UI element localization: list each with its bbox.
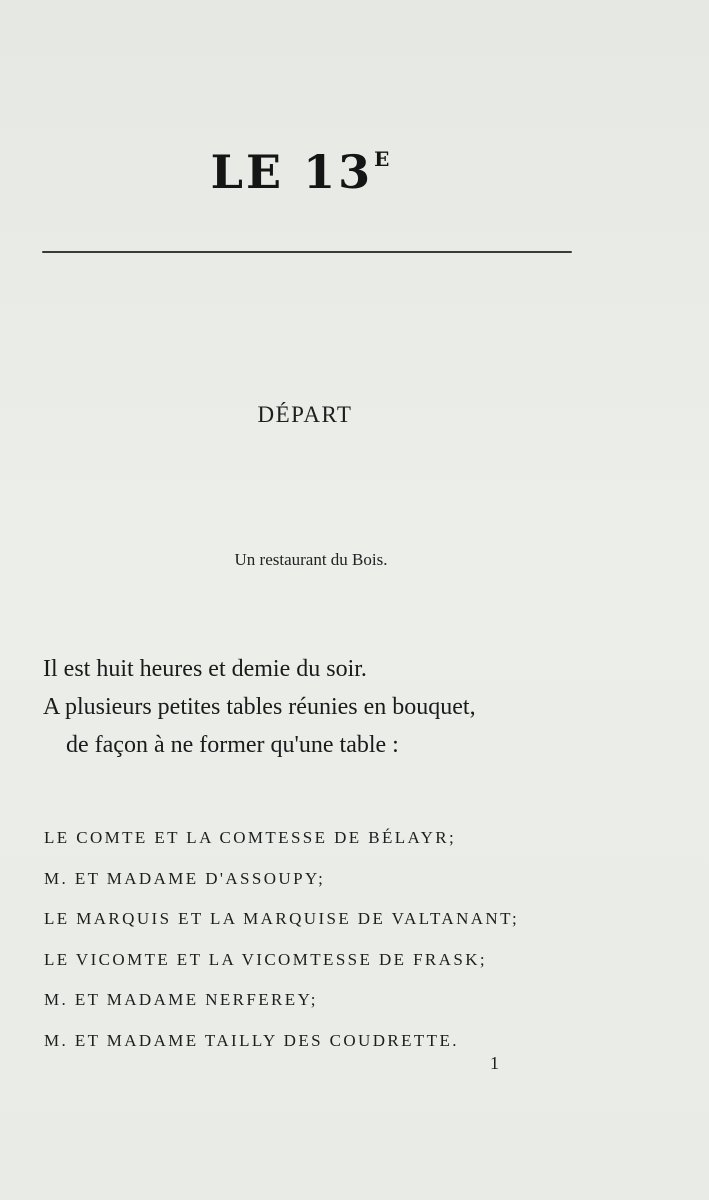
cast-item: M. ET MADAME D'ASSOUPY; (44, 868, 326, 888)
chapter-title-superscript: E (374, 147, 390, 171)
section-title: DÉPART (257, 402, 353, 427)
stage-line: de façon à ne former qu'une table : (66, 732, 399, 758)
page-number: 1 (490, 1053, 499, 1073)
chapter-title-text: LE 13 (210, 145, 374, 199)
cast-item: LE COMTE ET LA COMTESSE DE BÉLAYR; (44, 828, 457, 847)
scene-setting: Un restaurant du Bois. (234, 550, 388, 569)
chapter-title (0, 145, 600, 199)
stage-directions (43, 650, 603, 764)
stage-line: A plusieurs petites tables réunies en bouquet, (43, 694, 476, 720)
cast-list (44, 818, 604, 1061)
title-rule (42, 251, 572, 253)
cast-item: M. ET MADAME NERFEREY; (44, 990, 318, 1009)
stage-line: Il est huit heures et demie du soir. (43, 656, 367, 682)
cast-item: LE MARQUIS ET LA MARQUISE DE VALTANANT; (44, 909, 520, 928)
cast-item: M. ET MADAME TAILLY DES COUDRETTE. (44, 1030, 459, 1050)
cast-item: LE VICOMTE ET LA VICOMTESSE DE FRASK; (44, 949, 487, 969)
